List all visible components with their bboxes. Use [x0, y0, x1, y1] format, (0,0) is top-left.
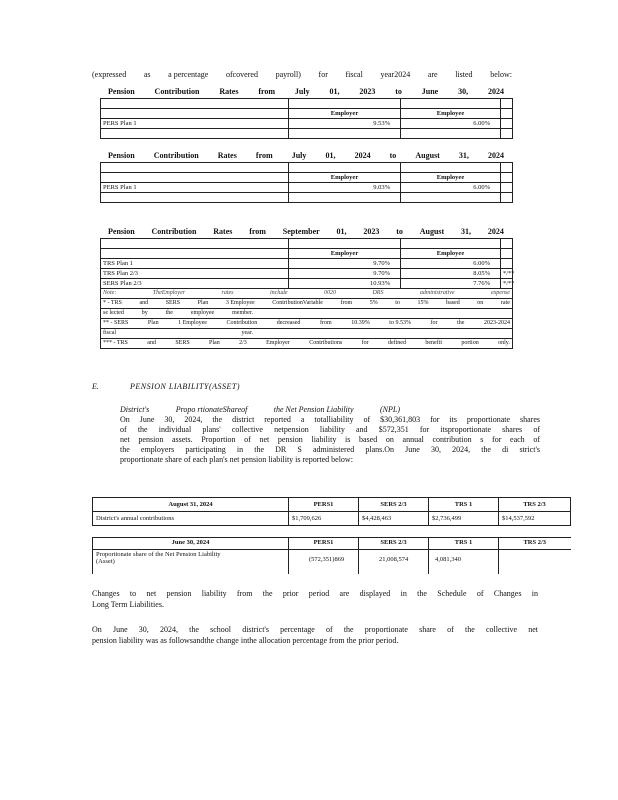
percentage-line-2: pension liability was as followsandthe change inthe allocation percentage from the prior period.	[92, 636, 399, 645]
heading-word: 01,	[329, 87, 340, 96]
heading-word: Rates	[213, 227, 233, 236]
blank-cell	[501, 193, 513, 203]
footnote-word: 3 Employee	[225, 300, 255, 306]
intro-word: listed	[455, 70, 473, 79]
blank-cell	[101, 249, 289, 259]
rate-row	[101, 279, 513, 289]
footnote-line	[103, 299, 510, 308]
heading-word: from	[258, 87, 276, 96]
heading-word: 31,	[458, 151, 469, 160]
footnote-word: 1 Employee	[178, 320, 207, 326]
footnote-word: administrative	[419, 290, 455, 296]
heading-word: 2023	[359, 87, 376, 96]
footnote-word: 10.39%	[351, 320, 370, 326]
footnote-word: for	[430, 320, 438, 326]
footnote-word: for	[361, 340, 369, 346]
footnote-word: to	[395, 300, 400, 306]
blank-cell	[289, 99, 401, 109]
plan-name: PERS Plan 1	[101, 183, 289, 193]
footnote-word: Contribution	[226, 320, 258, 326]
rate-row	[101, 259, 513, 269]
footnote-word: based	[446, 300, 460, 306]
intro-line	[92, 70, 512, 79]
employer-header: Employer	[289, 173, 401, 183]
rate-row	[101, 119, 513, 129]
footnote-word: fiscal	[103, 330, 116, 336]
contrib-row-label: District's annual contributions	[93, 512, 289, 526]
blank-cell	[101, 239, 289, 249]
footnote-word: Note:	[103, 290, 117, 296]
blank-cell	[501, 163, 513, 173]
intro-word: fiscal	[345, 70, 363, 79]
footnote-word: 0020	[324, 290, 337, 296]
footnote-word: and	[147, 340, 156, 346]
heading-word: Contribution	[153, 151, 199, 160]
employee-rate: 7.76%	[401, 279, 501, 289]
contrib-header-date: August 31, 2024	[93, 498, 289, 512]
intro-word: payroll)	[275, 70, 301, 79]
footnote-mark: */**	[501, 279, 513, 289]
footnote-word: 2023-2024	[483, 320, 510, 326]
blank-cell	[401, 193, 501, 203]
footnote-mark: */**	[501, 269, 513, 279]
intro-word: for	[318, 70, 328, 79]
intro-word: (expressed	[92, 70, 127, 79]
footnote-word: and	[139, 300, 149, 306]
blank-cell	[401, 239, 501, 249]
heading-word: from	[249, 227, 266, 236]
footnote-cell	[101, 339, 513, 349]
npl-row-label-line1: Proportionate share of the Net Pension Liability	[96, 551, 221, 558]
changes-line-2: Long Term Liabilities.	[92, 600, 164, 609]
npl-text-line: the employers participating in the DR S administered plans.On June 30, 2024, the di strict's	[120, 445, 540, 454]
footnote-word: only.	[498, 340, 510, 346]
heading-word: June	[421, 87, 439, 96]
employer-header: Employer	[289, 249, 401, 259]
section-e-heading	[92, 382, 532, 391]
employer-rate: 9.53%	[289, 119, 401, 129]
employee-rate: 6.00%	[401, 259, 501, 269]
contrib-header-sers23: SERS 2/3	[359, 498, 429, 512]
footnote-line	[103, 329, 253, 338]
footnote-word: Plan	[147, 320, 159, 326]
footnote-word: the	[457, 320, 465, 326]
blank-cell	[501, 249, 513, 259]
npl-value-trs23	[499, 550, 571, 574]
npl-header-trs1: TRS 1	[429, 538, 499, 550]
footnote-word: ContributionVariable	[272, 300, 323, 306]
footnote-word: *** - TRS	[103, 340, 128, 346]
heading-word: 31,	[461, 227, 472, 236]
employee-header: Employee	[401, 109, 501, 119]
blank-cell	[289, 193, 401, 203]
intro-word: a percentage	[168, 70, 209, 79]
heading-word: Contribution	[151, 227, 197, 236]
rate-table-heading	[100, 226, 512, 238]
footnote-word: TheEmployer	[152, 290, 186, 296]
employee-rate: 6.00%	[401, 119, 501, 129]
employee-header: Employee	[401, 173, 501, 183]
plan-name: PERS Plan 1	[101, 119, 289, 129]
heading-word: Rates	[219, 87, 239, 96]
employer-rate: 9.70%	[289, 259, 401, 269]
heading-word: to	[395, 87, 402, 96]
footnote-cell	[101, 299, 513, 309]
footnote-word: to 9.53%	[389, 320, 411, 326]
footnote-word: benefit	[425, 340, 442, 346]
footnote-word: employee	[190, 310, 215, 316]
heading-word: Pension	[108, 87, 135, 96]
changes-line-1: Changes to net pension liability from the prior period are displayed in the Schedule of Changes in	[92, 589, 538, 598]
blank-cell	[501, 239, 513, 249]
footnote-word: include	[269, 290, 288, 296]
npl-subtitle	[120, 405, 400, 415]
plan-name: TRS Plan 1	[101, 259, 289, 269]
footnote-word: year.	[241, 330, 253, 336]
footnote-line	[103, 309, 253, 318]
annual-contributions-table	[92, 497, 571, 526]
footnote-mark	[501, 259, 513, 269]
heading-word: 2024	[488, 151, 504, 160]
heading-word: August	[419, 227, 445, 236]
blank-cell	[401, 99, 501, 109]
heading-word: Rates	[217, 151, 237, 160]
footnote-word: 5%	[369, 300, 378, 306]
footnote-word: 2/3	[239, 340, 247, 346]
npl-header-trs23: TRS 2/3	[499, 538, 571, 550]
npl-row-label-line2: (Asset)	[96, 558, 115, 565]
heading-word: 01,	[325, 151, 336, 160]
contrib-value-sers23: $4,428,463	[359, 512, 429, 526]
intro-word: ofcovered	[225, 70, 258, 79]
blank-cell	[289, 129, 401, 139]
npl-text-line: net pension assets. Proportion of net pension liability is based on annual contribution s for each of	[120, 435, 540, 444]
heading-word: 2023	[363, 227, 380, 236]
heading-word: September	[282, 227, 320, 236]
npl-value-pers1: (572,351)869	[289, 550, 359, 574]
heading-word: Pension	[108, 151, 135, 160]
footnote-word: Contributions	[309, 340, 343, 346]
footnote-word: Employer	[266, 340, 290, 346]
subtitle-word: District's	[120, 405, 150, 414]
heading-word: 01,	[336, 227, 347, 236]
employee-rate: 6.00%	[401, 183, 501, 193]
footnote-word: Plan	[197, 300, 209, 306]
heading-word: from	[255, 151, 273, 160]
heading-word: 2024	[354, 151, 371, 160]
footnote-word: * - TRS	[103, 300, 122, 306]
footnote-word: defined	[387, 340, 406, 346]
employer-rate: 9.70%	[289, 269, 401, 279]
plan-name: TRS Plan 2/3	[101, 269, 289, 279]
footnote-word: SERS	[175, 340, 190, 346]
blank-cell	[501, 109, 513, 119]
subtitle-word: (NPL)	[380, 405, 400, 414]
npl-value-trs1: 4,081,340	[429, 550, 499, 574]
footnote-mark	[501, 119, 513, 129]
heading-word: Contribution	[154, 87, 200, 96]
heading-word: to	[396, 227, 403, 236]
footnote-cell	[101, 289, 513, 299]
heading-word: to	[389, 151, 397, 160]
heading-word: 30,	[458, 87, 469, 96]
blank-cell	[101, 129, 289, 139]
rate-table-grid	[100, 238, 513, 349]
blank-cell	[501, 129, 513, 139]
npl-text-line: On June 30, 2024, the district reported a totalliability of $30,361,803 for its proportionate shares	[120, 415, 540, 424]
npl-value-sers23: 21,008,574	[359, 550, 429, 574]
npl-row-label	[93, 550, 289, 574]
rate-table-1	[100, 86, 512, 139]
footnote-word: expense	[490, 290, 510, 296]
blank-cell	[501, 99, 513, 109]
npl-header-pers1: PERS1	[289, 538, 359, 550]
intro-word: as	[143, 70, 151, 79]
blank-cell	[101, 173, 289, 183]
rate-row	[101, 183, 513, 193]
footnote-word: rate	[500, 300, 510, 306]
footnote-word: 15%	[417, 300, 429, 306]
rate-row	[101, 269, 513, 279]
blank-cell	[501, 173, 513, 183]
footnote-cell	[101, 309, 513, 319]
heading-word: 2024	[487, 87, 504, 96]
contrib-value-trs1: $2,736,499	[429, 512, 499, 526]
footnote-word: Plan	[209, 340, 220, 346]
footnote-cell	[101, 319, 513, 329]
footnote-word: ** - SERS	[103, 320, 129, 326]
footnote-cell	[101, 329, 513, 339]
rate-table-heading	[100, 86, 512, 98]
blank-cell	[101, 99, 289, 109]
heading-word: 2024	[487, 227, 504, 236]
footnote-line	[103, 339, 510, 348]
contrib-header-pers1: PERS1	[289, 498, 359, 512]
footnote-word: se lected	[103, 310, 124, 316]
heading-word: Pension	[108, 227, 135, 236]
npl-section	[120, 405, 540, 465]
blank-cell	[401, 163, 501, 173]
blank-cell	[101, 163, 289, 173]
contrib-value-pers1: $1,709,626	[289, 512, 359, 526]
contrib-header-trs1: TRS 1	[429, 498, 499, 512]
blank-cell	[289, 239, 401, 249]
employer-rate: 9.03%	[289, 183, 401, 193]
footnote-line	[103, 319, 510, 328]
footnote-word: from	[319, 320, 332, 326]
employer-rate: 10.93%	[289, 279, 401, 289]
footnote-word: rates	[221, 290, 234, 296]
footnote-word: portion	[461, 340, 479, 346]
npl-text-line: of the individual plans' collective netpension liability and $572,351 for itsproportionate shares of	[120, 425, 540, 434]
npl-text-line: proportionate share of each plan's net pension liability is reported below:	[120, 455, 353, 464]
npl-header-date: June 30, 2024	[93, 538, 289, 550]
section-title: PENSION LIABILITY(ASSET)	[130, 382, 240, 391]
rate-table-heading	[100, 150, 512, 162]
footnote-word: SERS	[165, 300, 181, 306]
footnote-line	[103, 289, 510, 298]
section-letter: E.	[92, 382, 99, 391]
heading-word: July	[291, 151, 307, 160]
footnote-word: by	[141, 310, 148, 316]
intro-word: are	[427, 70, 438, 79]
plan-name: SERS Plan 2/3	[101, 279, 289, 289]
blank-cell	[101, 193, 289, 203]
blank-cell	[401, 129, 501, 139]
blank-cell	[101, 109, 289, 119]
npl-header-sers23: SERS 2/3	[359, 538, 429, 550]
footnote-word: on	[477, 300, 484, 306]
contrib-header-trs23: TRS 2/3	[499, 498, 571, 512]
employee-header: Employee	[401, 249, 501, 259]
footnote-word: decreased	[276, 320, 301, 326]
heading-word: August	[415, 151, 440, 160]
footnote-mark	[501, 183, 513, 193]
intro-word: below:	[490, 70, 512, 79]
percentage-line-1: On June 30, 2024, the school district's percentage of the proportionate share of the collective net	[92, 625, 538, 634]
subtitle-word: the Net Pension Liability	[273, 405, 354, 414]
footnote-word: the	[165, 310, 173, 316]
npl-proportionate-table	[92, 537, 571, 574]
footnote-word: DRS	[372, 290, 384, 296]
subtitle-word: Propo rtionateShareof	[175, 405, 248, 414]
employer-header: Employer	[289, 109, 401, 119]
rate-table-grid	[100, 162, 513, 203]
heading-word: July	[294, 87, 310, 96]
intro-word: year2024	[380, 70, 411, 79]
blank-cell	[289, 163, 401, 173]
rate-table-3	[100, 226, 515, 349]
footnote-word: from	[340, 300, 353, 306]
footnote-word: member.	[232, 310, 253, 316]
rate-table-grid	[100, 98, 513, 139]
rate-table-2	[100, 150, 512, 203]
contrib-value-trs23: $14,537,592	[499, 512, 571, 526]
employee-rate: 8.05%	[401, 269, 501, 279]
